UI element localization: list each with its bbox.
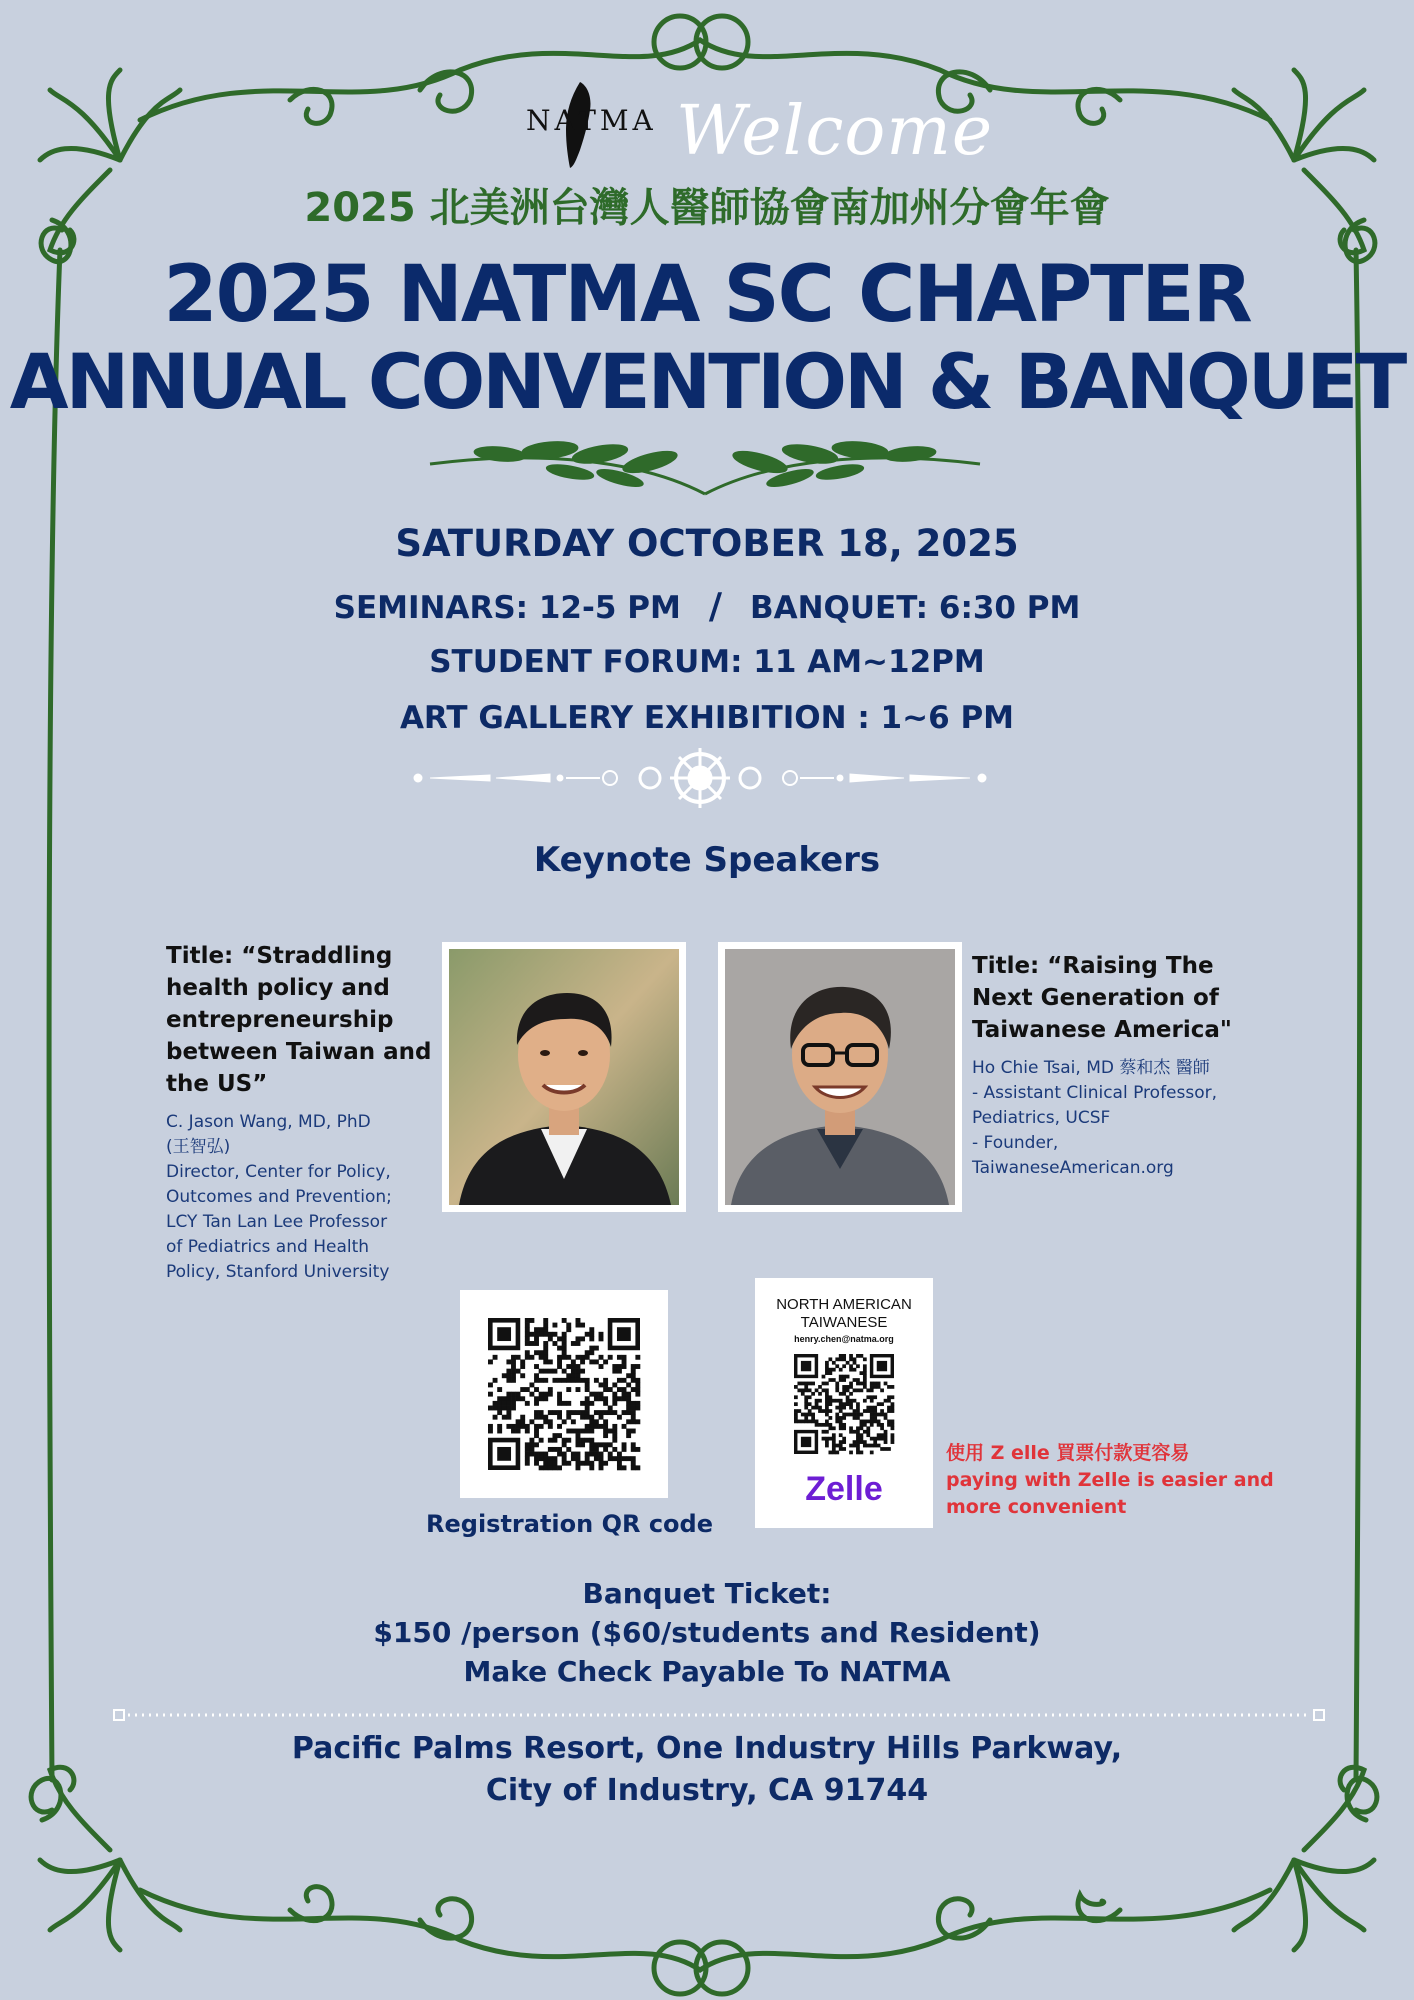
registration-qr-code[interactable] — [460, 1290, 668, 1498]
natma-logo-text: NATMA — [526, 104, 657, 137]
speaker2-talk-title: Title: “Raising The Next Generation of Taiwanese America" — [972, 953, 1232, 1043]
zelle-card[interactable] — [755, 1278, 933, 1528]
welcome-script: Welcome — [676, 92, 994, 171]
event-title-line1: 2025 NATMA SC CHAPTER — [163, 250, 1251, 340]
zelle-note: 使用 Z elle 買票付款更容易 paying with Zelle is easier and more convenient — [946, 1442, 1274, 1518]
ticket-info — [0, 1574, 1414, 1691]
art-gallery-time: ART GALLERY EXHIBITION : 1~6 PM — [399, 700, 1015, 736]
student-forum-time: STUDENT FORUM: 11 AM~12PM — [429, 644, 985, 680]
laurel-divider-icon — [420, 420, 990, 502]
seminar-banquet-times — [0, 586, 1414, 627]
dotted-divider — [112, 1708, 1326, 1724]
chinese-title: 2025 北美洲台灣人醫師協會南加州分會年會 — [304, 185, 1110, 231]
zelle-email: henry.chen@natma.org — [794, 1334, 894, 1344]
ticket-price: $150 /person ($60/students and Resident) — [373, 1616, 1041, 1649]
venue-line2: City of Industry, CA 91744 — [485, 1773, 929, 1808]
keynote-heading: Keynote Speakers — [533, 840, 881, 880]
ornamental-divider-icon — [410, 746, 990, 810]
banquet-time: BANQUET: 6:30 PM — [749, 590, 1081, 626]
speaker2-text — [972, 950, 1262, 1181]
registration-qr-label: Registration QR code — [426, 1510, 713, 1538]
speaker1-bio: C. Jason Wang, MD, PhD (王智弘) Director, Center for Policy, Outcomes and Prevention; LCY Tan Lan Lee Professor of Pediatrics and Health Policy, Stanford University — [166, 1112, 392, 1282]
venue-address — [0, 1728, 1414, 1812]
seminars-time: SEMINARS: 12-5 PM — [333, 590, 681, 626]
speaker1-photo — [442, 942, 686, 1212]
zelle-card-header: NORTH AMERICAN TAIWANESE — [776, 1296, 912, 1331]
event-date: SATURDAY OCTOBER 18, 2025 — [395, 522, 1019, 565]
speaker2-photo — [718, 942, 962, 1212]
ticket-payment: Make Check Payable To NATMA — [463, 1655, 951, 1688]
venue-line1: Pacific Palms Resort, One Industry Hills Parkway, — [291, 1731, 1123, 1766]
event-title-line2: ANNUAL CONVENTION & BANQUET — [9, 337, 1405, 426]
speaker2-bio: Ho Chie Tsai, MD 蔡和杰 醫師 - Assistant Clinical Professor, Pediatrics, UCSF - Founder, TaiwaneseAmerican.org — [972, 1058, 1218, 1178]
speaker1-text — [166, 940, 436, 1285]
speaker1-talk-title: Title: “Straddling health policy and entrepreneurship between Taiwan and the US” — [166, 943, 432, 1097]
zelle-logo: Zelle — [805, 1470, 883, 1508]
separator: / — [708, 586, 722, 627]
zelle-qr-code[interactable] — [792, 1352, 896, 1456]
ticket-heading: Banquet Ticket: — [582, 1577, 832, 1610]
